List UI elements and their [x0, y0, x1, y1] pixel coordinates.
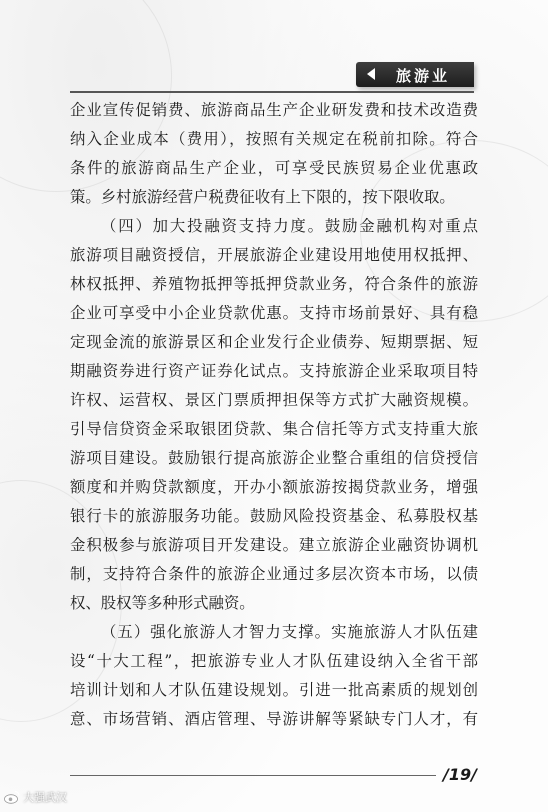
body-text: [70, 96, 478, 734]
text-line: 林权抵押、养殖物抵押等抵押贷款业务，符合条件的旅游: [70, 275, 478, 293]
text-line: 金积极参与旅游项目开发建设。建立旅游企业融资协调机: [70, 536, 478, 554]
text-line: 游项目建设。鼓励银行提高旅游企业整合重组的信贷授信: [70, 449, 478, 467]
section-title: 旅游业: [396, 67, 451, 85]
page-number: /19/: [443, 765, 477, 784]
text-line: 策。乡村旅游经营户税费征收有上下限的，按下限收取。: [70, 188, 455, 206]
triangle-left-icon: [367, 68, 375, 80]
weibo-icon: [4, 790, 20, 804]
text-line: 额度和并购贷款额度，开办小额旅游按揭贷款业务，增强: [70, 478, 478, 496]
text-line: 权、股权等多种形式融资。: [70, 594, 255, 612]
text-line: 企业宣传促销费、旅游商品生产企业研发费和技术改造费: [70, 101, 478, 119]
text-line: 旅游项目融资授信，开展旅游企业建设用地使用权抵押、: [70, 246, 478, 264]
text-line: 定现金流的旅游景区和企业发行企业债券、短期票据、短: [70, 333, 478, 351]
text-line: 制，支持符合条件的旅游企业通过多层次资本市场，以债: [70, 565, 478, 583]
text-line: 银行卡的旅游服务功能。鼓励风险投资基金、私募股权基: [70, 507, 478, 525]
header-rule: [70, 91, 474, 93]
watermark-text: 大强武汉: [23, 791, 67, 804]
paragraph-heading-line: （五）强化旅游人才智力支撑。实施旅游人才队伍建: [101, 623, 478, 641]
text-line: 期融资券进行资产证券化试点。支持旅游企业采取项目特: [70, 362, 478, 380]
text-line: 意、市场营销、酒店管理、导游讲解等紧缺专门人才，有: [70, 710, 478, 728]
section-header-tab: [356, 62, 474, 87]
footer-rule: [70, 775, 436, 776]
text-line: 条件的旅游商品生产企业，可享受民族贸易企业优惠政: [70, 159, 478, 177]
text-line: 企业可享受中小企业贷款优惠。支持市场前景好、具有稳: [70, 304, 478, 322]
text-line: 培训计划和人才队伍建设规划。引进一批高素质的规划创: [70, 681, 478, 699]
text-line: 设“十大工程”，把旅游专业人才队伍建设纳入全省干部: [70, 652, 478, 670]
paragraph-heading-line: （四）加大投融资支持力度。鼓励金融机构对重点: [101, 217, 478, 235]
watermark: [4, 788, 84, 806]
text-line: 许权、运营权、景区门票质押担保等方式扩大融资规模。: [70, 391, 478, 409]
text-line: 引导信贷资金采取银团贷款、集合信托等方式支持重大旅: [70, 420, 478, 438]
text-line: 纳入企业成本（费用），按照有关规定在税前扣除。符合: [70, 130, 478, 148]
